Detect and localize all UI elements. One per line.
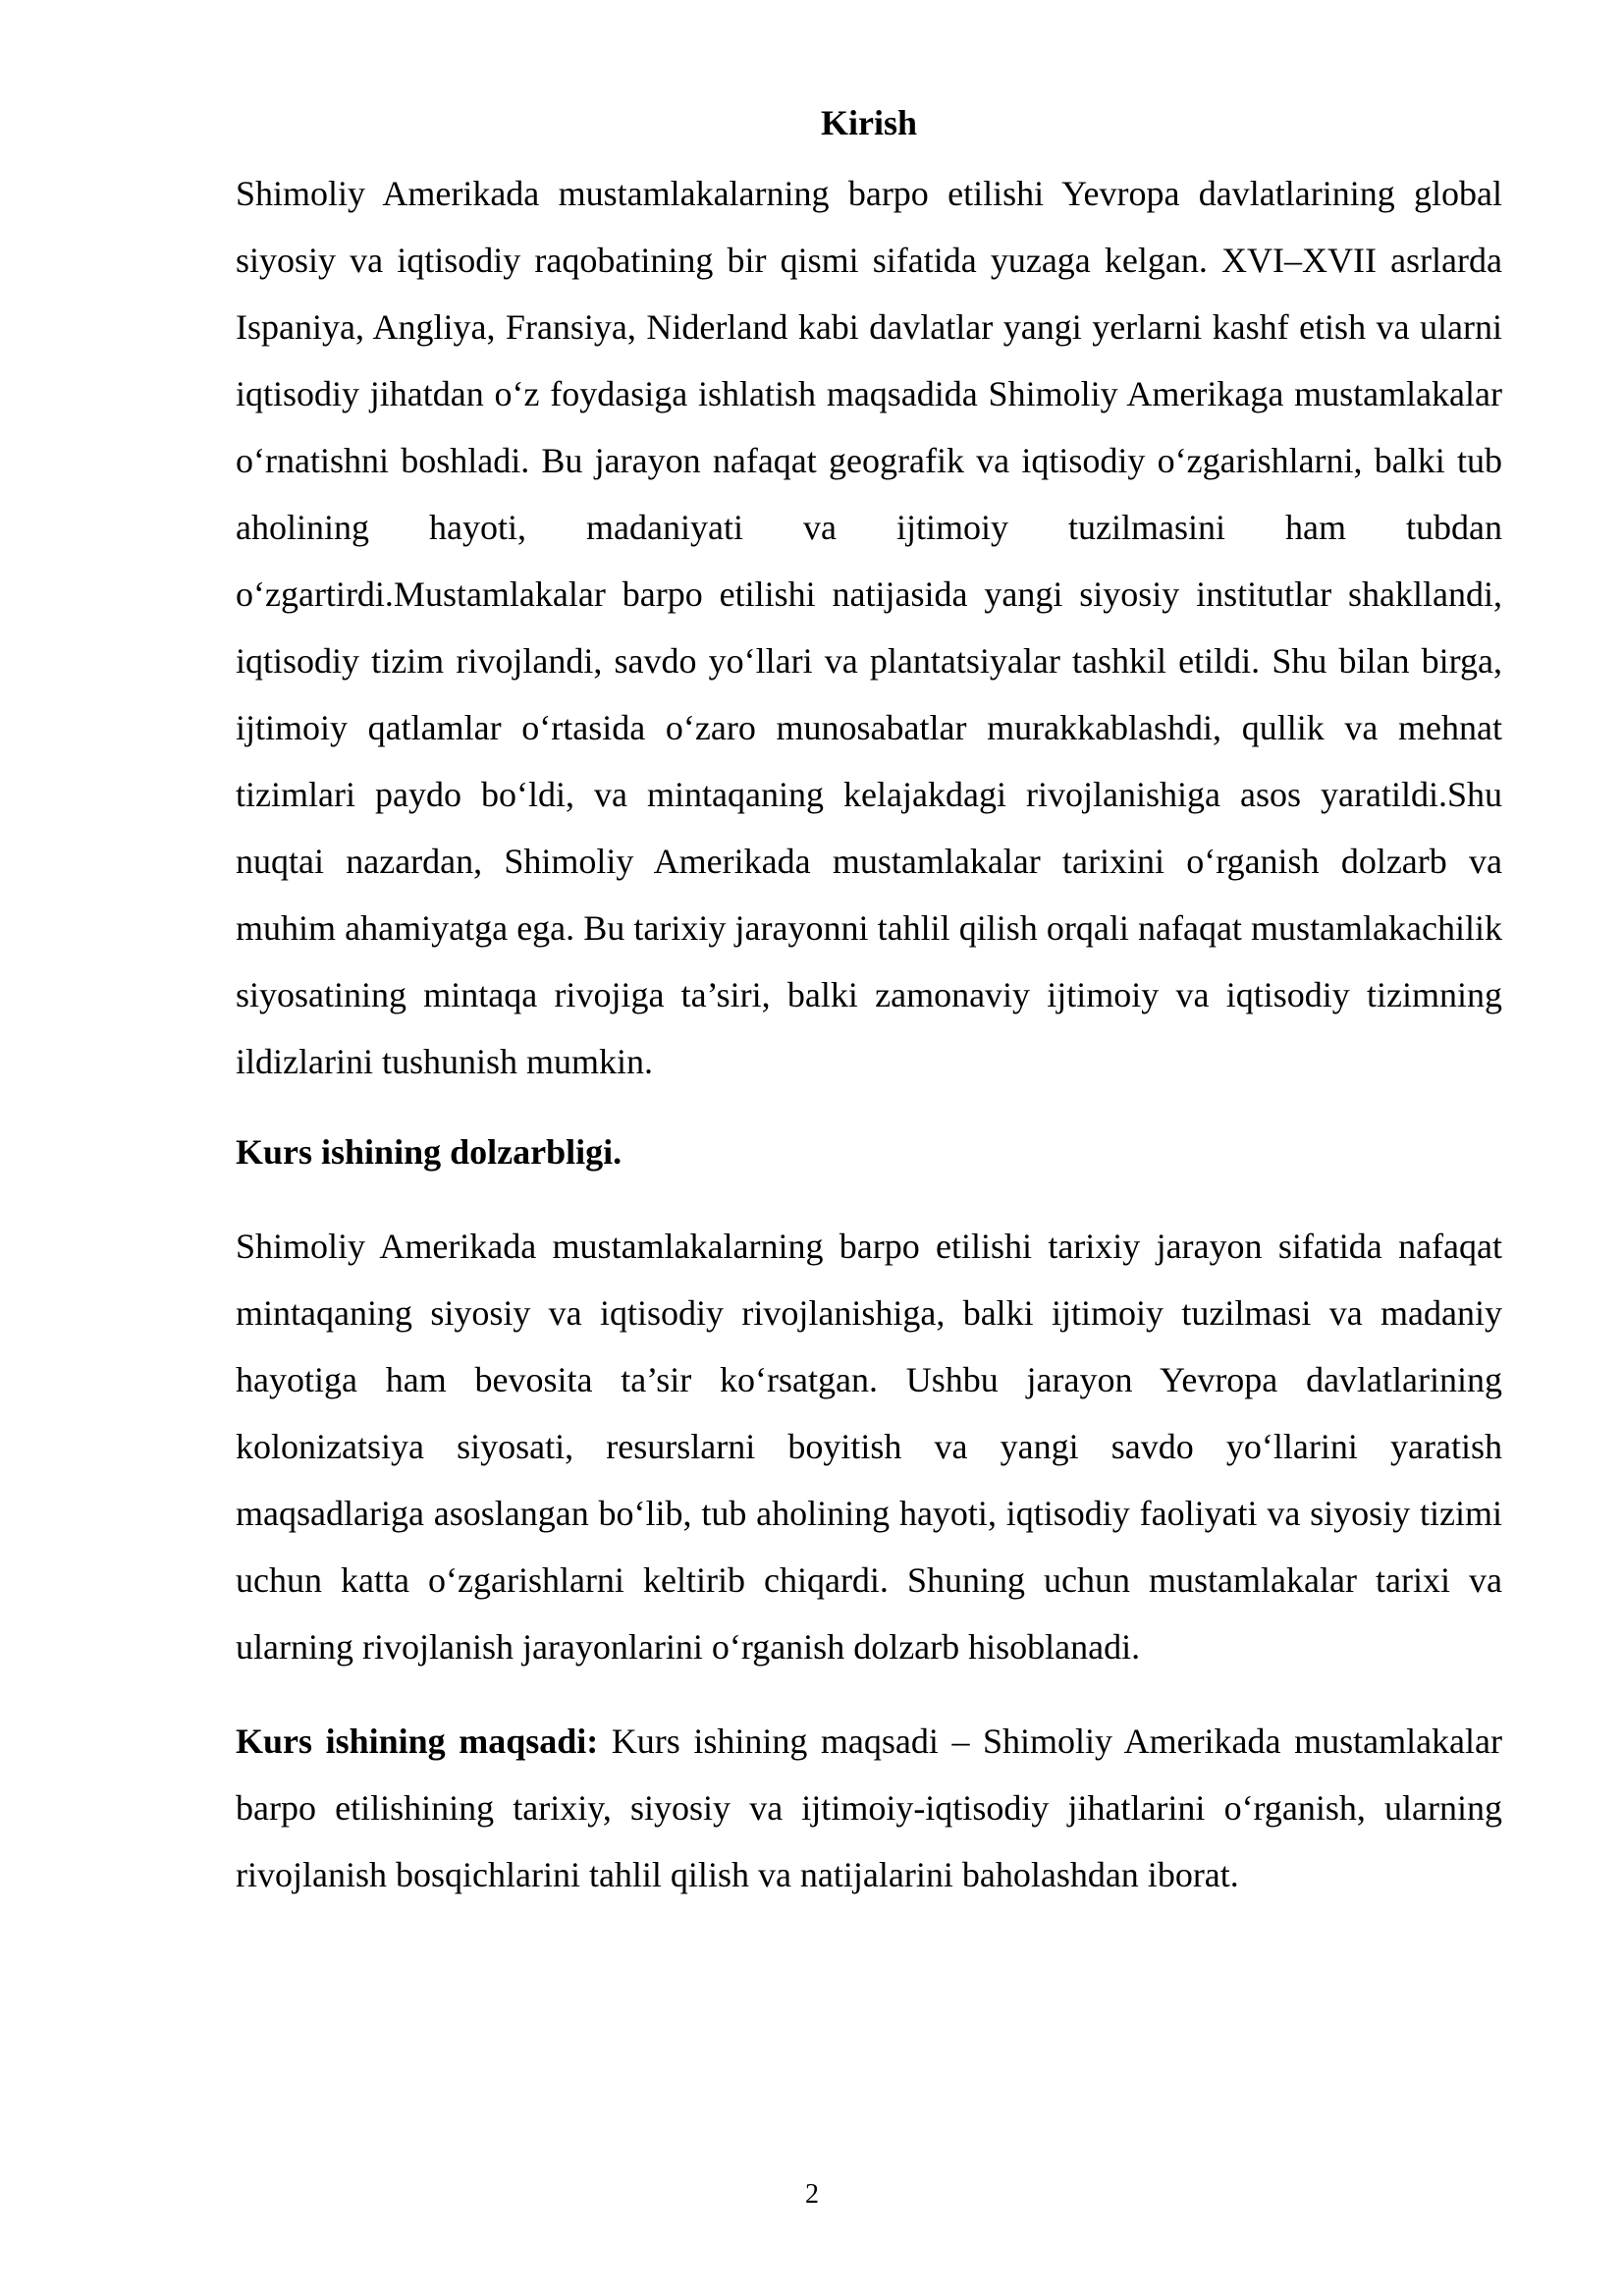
goal-label: Kurs ishining maqsadi:: [236, 1722, 599, 1761]
goal-text: Kurs ishining maqsadi – Shimoliy Amerikada mustamlakalar barpo etilishining tarixiy, siyosiy va ijtimoiy-iqtisodiy jihatlarini o‘rganish, ularning rivojlanish bosqichlarini tahlil qilish va natijalarini baholashdan iborat.: [236, 1722, 1502, 1894]
relevance-heading: Kurs ishining dolzarbligi.: [236, 1132, 623, 1172]
page-title: Kirish: [820, 103, 917, 142]
intro-paragraph: Shimoliy Amerikada mustamlakalarning barpo etilishi Yevropa davlatlarining global siyosiy va iqtisodiy raqobatining bir qismi sifatida yuzaga kelgan. XVI–XVII asrlarda Ispaniya, Angliya, Fransiya, Niderland kabi davlatlar yangi yerlarni kashf etish va ularni iqtisodiy jihatdan o‘z foydasiga ishlatish maqsadida Shimoliy Amerikaga mustamlakalar o‘rnatishni boshladi. Bu jarayon nafaqat geografik va iqtisodiy o‘zgarishlarni, balki tub aholining hayoti, madaniyati va ijtimoiy tuzilmasini ham tubdan o‘zgartirdi.Mustamlakalar barpo etilishi natijasida yangi siyosiy institutlar shakllandi, iqtisodiy tizim rivojlandi, savdo yo‘llari va plantatsiyalar tashkil etildi. Shu bilan birga, ijtimoiy qatlamlar o‘rtasida o‘zaro munosabatlar murakkablashdi, qullik va mehnat tizimlari paydo bo‘ldi, va mintaqaning kelajakdagi rivojlanishiga asos yaratildi.Shu nuqtai nazardan, Shimoliy Amerikada mustamlakalar tarixini o‘rganish dolzarb va muhim ahamiyatga ega. Bu tarixiy jarayonni tahlil qilish orqali nafaqat mustamlakachilik siyosatining mintaqa rivojiga ta’siri, balki zamonaviy ijtimoiy va iqtisodiy tizimning ildizlarini tushunish mumkin.: [236, 174, 1502, 1081]
page-number: 2: [805, 2179, 819, 2210]
relevance-paragraph: Shimoliy Amerikada mustamlakalarning barpo etilishi tarixiy jarayon sifatida nafaqat mintaqaning siyosiy va iqtisodiy rivojlanishiga, balki ijtimoiy tuzilmasi va madaniy hayotiga ham bevosita ta’sir ko‘rsatgan. Ushbu jarayon Yevropa davlatlarining kolonizatsiya siyosati, resurslarni boyitish va yangi savdo yo‘llarini yaratish maqsadlariga asoslangan bo‘lib, tub aholining hayoti, iqtisodiy faoliyati va siyosiy tizimi uchun katta o‘zgarishlarni keltirib chiqardi. Shuning uchun mustamlakalar tarixi va ularning rivojlanish jarayonlarini o‘rganish dolzarb hisoblanadi.: [236, 1227, 1502, 1667]
page-content: [236, 93, 1502, 1908]
goal-paragraph: [236, 1708, 1502, 1908]
